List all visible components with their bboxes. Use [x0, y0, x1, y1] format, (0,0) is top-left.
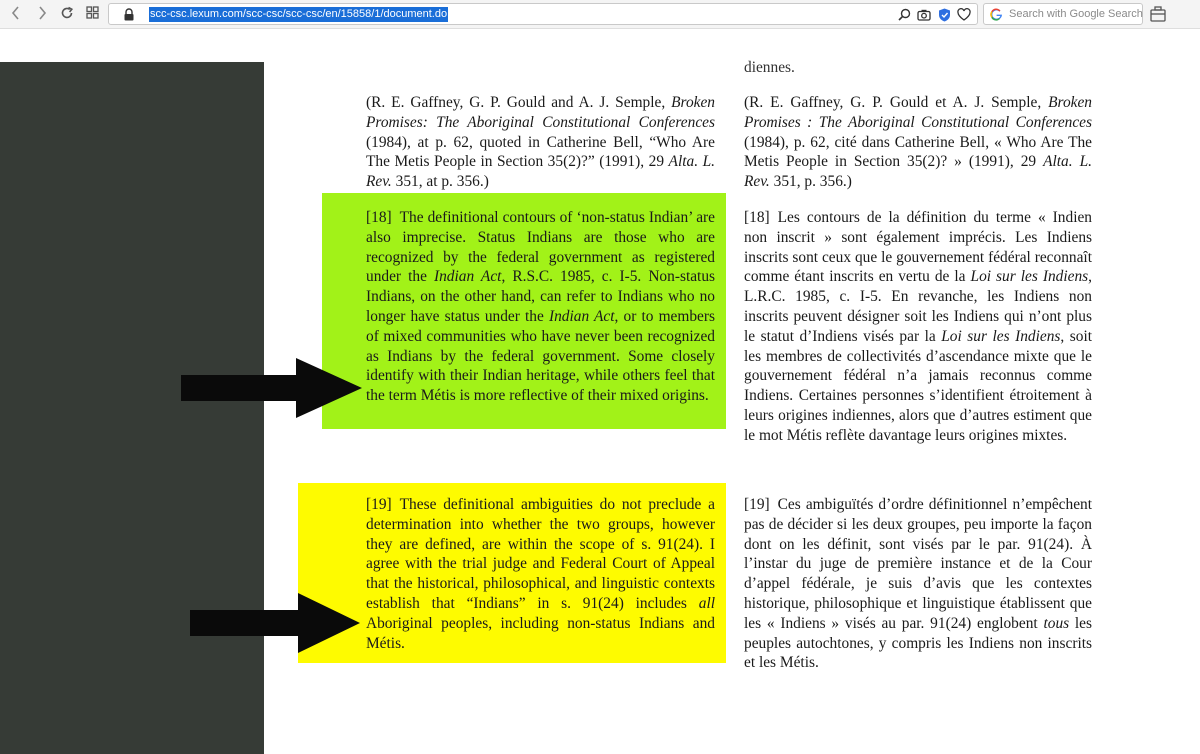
paragraph-18-fr: [18] Les contours de la définition du terme « Indien non inscrit » sont également imprécis. Les Indiens inscrits sont ceux que le gouvernement fédéral reconnaît comme étant inscrits en vertu de la Loi sur les Indiens, L.R.C. 1985, c. I-5. En revanche, les Indiens non inscrits peuvent désigner soit les Indiens qui n’ont plus le statut d’Indiens visés par la Loi sur les Indiens, soit les membres de collectivités d’ascendance mixte que le gouvernement fédéral n’a jamais reconnus comme Indiens. Certaines personnes s’identifient étroitement à leurs origines indiennes, alors que d’autres estiment que le mot Métis reflète davantage leurs origines mixtes. [744, 209, 1093, 444]
paragraph-number: [18] [744, 209, 770, 226]
search-zoom-icon[interactable] [897, 8, 911, 22]
paragraph-18-en: [18] The definitional contours of ‘non-status Indian’ are also imprecise. Status Indians are those who are recognized by the federal government as registered under the Indian Act, R.S.C. 1985, c. I-5. Non-status Indians, on the other hand, can refer to Indians who no longer have status under the Indian Act, or to members of mixed communities who have never been recognized as Indians by the federal government. Some closely identify with their Indian heritage, while others feel that the term Métis is more reflective of their mixed origins. [366, 209, 716, 405]
shield-icon[interactable] [937, 8, 951, 22]
arrow-right-icon [181, 358, 362, 418]
camera-icon[interactable] [917, 8, 931, 22]
citation-fr: (R. E. Gaffney, G. P. Gould et A. J. Semple, Broken Promises : The Aboriginal Constitutional Conferences (1984), p. 62, cité dans Catherine Bell, « Who Are The Metis People in Section 35(2)? » (1991), 29 Alta. L. Rev. 351, p. 356.) [744, 94, 1092, 191]
forward-icon[interactable] [32, 4, 52, 24]
reload-icon[interactable] [57, 4, 77, 24]
google-icon [990, 8, 1003, 21]
lock-icon [123, 8, 135, 21]
paragraph-number: [19] [366, 496, 392, 513]
tabs-grid-icon[interactable] [82, 4, 102, 24]
paragraph-19-en: [19] These definitional ambiguities do not preclude a determination into whether the two groups, however they are defined, are within the scope of s. 91(24). I agree with the trial judge and Federal Court of Appeal that the historical, philosophical, and linguistic contexts establish that “Indians” in s. 91(24) includes all Aboriginal peoples, including non-status Indians and Métis. [366, 496, 715, 652]
search-placeholder: Search with Google Search [1009, 8, 1143, 20]
extension-icon[interactable] [1150, 6, 1166, 27]
paragraph-number: [18] [366, 209, 392, 226]
arrow-right-icon [190, 593, 360, 653]
fr-top-fragment: diennes. [744, 59, 795, 76]
url-text[interactable]: scc-csc.lexum.com/scc-csc/scc-csc/en/15858/1/document.do [150, 8, 448, 20]
browser-toolbar [0, 0, 1200, 29]
address-bar[interactable] [108, 3, 978, 25]
citation-en: (R. E. Gaffney, G. P. Gould and A. J. Semple, Broken Promises: The Aboriginal Constitutional Conferences (1984), at p. 62, quoted in Catherine Bell, “Who Are The Metis People in Section 35(2)?” (1991), 29 Alta. L. Rev. 351, at p. 356.) [366, 94, 715, 191]
web-search-box[interactable] [983, 3, 1143, 25]
paragraph-19-fr: [19] Ces ambiguïtés d’ordre définitionnel n’empêchent pas de décider si les deux groupes, peu importe la façon dont on les définit, sont visés par le par. 91(24). À l’instar du juge de première instance et de la Cour d’appel fédérale, je suis d’avis que les contextes historique, philosophique et linguistique établissent que les « Indiens » visés au par. 91(24) englobent tous les peuples autochtones, y compris les Indiens non inscrits et les Métis. [744, 496, 1092, 672]
back-icon[interactable] [6, 4, 26, 24]
heart-icon[interactable] [957, 8, 971, 22]
paragraph-number: [19] [744, 496, 770, 513]
